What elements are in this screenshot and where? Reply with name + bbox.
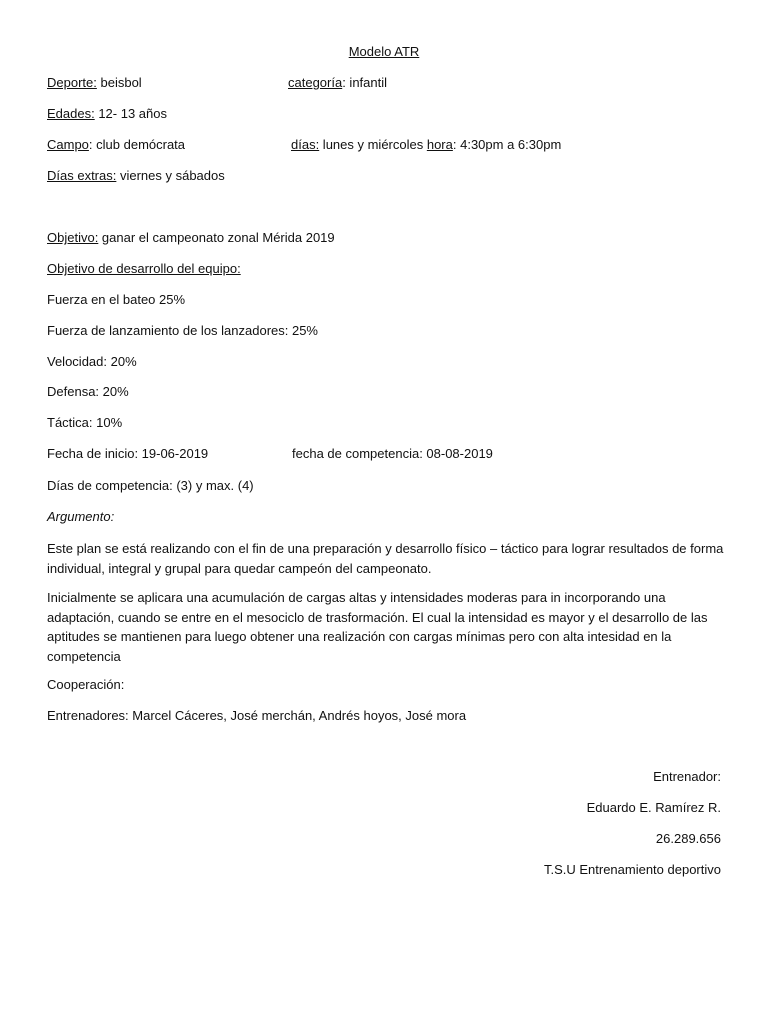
campo-line [47,137,185,152]
dias-extras-label: Días extras: [47,168,117,183]
cooperacion-heading: Cooperación: [47,677,125,692]
argumento-heading [47,509,114,524]
paragraph-1: Este plan se está realizando con el fin de una preparación y desarrollo físico – táctico para lograr resultados de forma individual, integral y grupal para quedar campeón del campeonato. [47,541,724,576]
document-title: Modelo ATR [348,44,420,59]
objetivo-label: Objetivo: [47,230,99,245]
edades-label: Edades: [47,106,95,121]
dias-extras-value: viernes y sábados [116,168,225,183]
meta-item: Velocidad: 20% [47,354,137,369]
dias-hora-line [291,137,561,152]
hora-value: : 4:30pm a 6:30pm [452,137,562,152]
objetivo-desarrollo-heading: Objetivo de desarrollo del equipo: [47,261,241,276]
hora-label: hora [426,137,453,152]
deporte-line [47,75,142,90]
argumento-label: Argumento: [47,509,115,524]
signature-title: T.S.U Entrenamiento deportivo [543,862,721,877]
meta-item: Fuerza de lanzamiento de los lanzadores: 25% [47,323,318,338]
signature-role: Entrenador: [653,769,721,784]
fecha-inicio: Fecha de inicio: 19-06-2019 [47,446,209,461]
edades-line [47,106,167,121]
campo-label: Campo [47,137,89,152]
entrenadores-line: Entrenadores: Marcel Cáceres, José merchán, Andrés hoyos, José mora [47,708,467,723]
objetivo-value: ganar el campeonato zonal Mérida 2019 [98,230,335,245]
dias-label: días: [291,137,320,152]
deporte-label: Deporte: [47,75,97,90]
meta-item: Táctica: 10% [47,415,123,430]
dias-competencia: Días de competencia: (3) y max. (4) [47,478,254,493]
edades-value: 12- 13 años [94,106,167,121]
deporte-value: beisbol [96,75,142,90]
objetivo-line [47,230,335,245]
dias-value: lunes y miércoles [319,137,427,152]
paragraph-2: Inicialmente se aplicara una acumulación de cargas altas y intensidades moderas para in incorporando una adaptación, cuando se entre en el mesociclo de trasformación. El cual la intensidad es mayor y el desarrollo de las aptitudes se mantienen para luego obtener una realización con cargas mínimas pero con alta intesidad en la competencia [47,590,708,664]
categoria-value: : infantil [342,75,388,90]
categoria-label: categoría [288,75,343,90]
campo-value: : club demócrata [88,137,186,152]
meta-item: Fuerza en el bateo 25% [47,292,186,307]
signature-id: 26.289.656 [655,831,721,846]
categoria-line [288,75,387,90]
dias-extras-line [47,168,225,183]
signature-name: Eduardo E. Ramírez R. [586,800,721,815]
fecha-competencia: fecha de competencia: 08-08-2019 [292,446,493,461]
meta-item: Defensa: 20% [47,384,129,399]
